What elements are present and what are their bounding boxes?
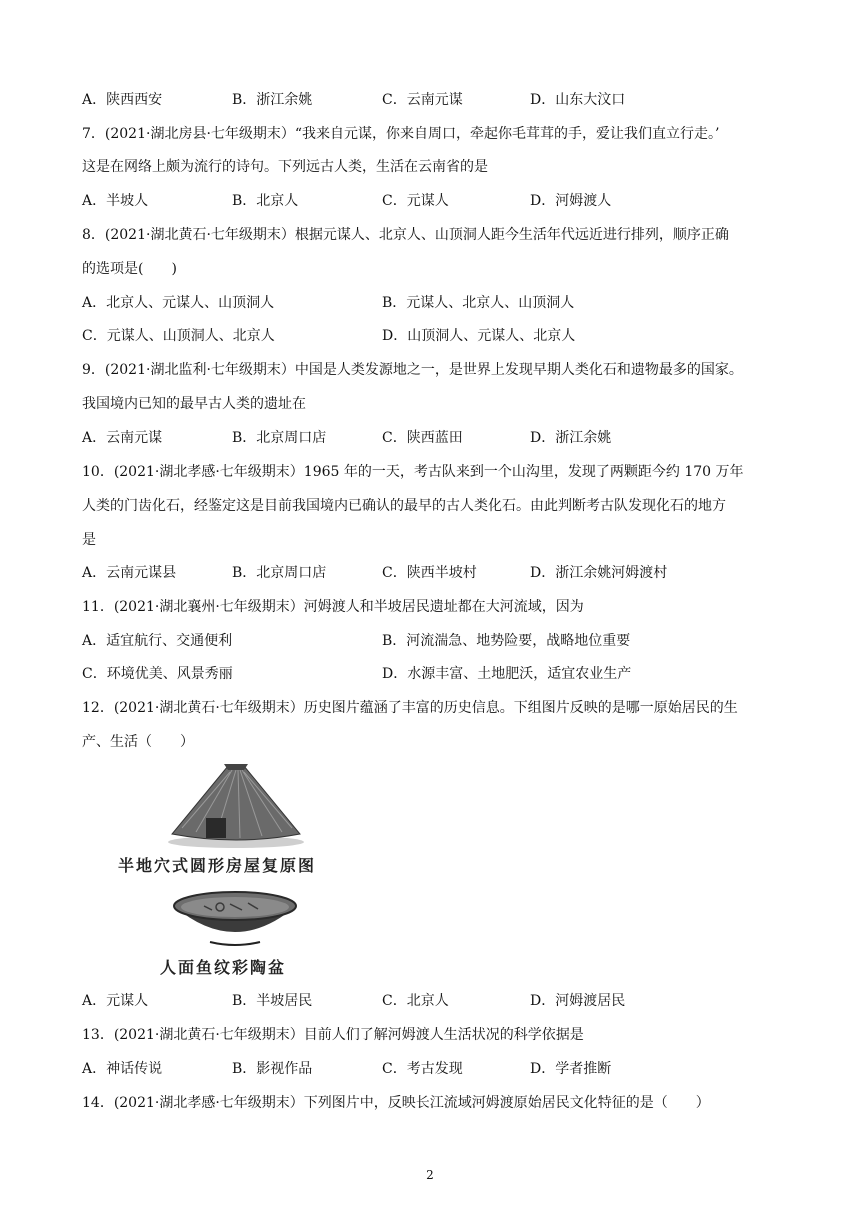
- q8-option-c: C．元谋人、山顶洞人、北京人: [82, 328, 275, 344]
- q13-stem-line1: 13．(2021·湖北黄石·七年级期末）目前人们了解河姆渡人生活状况的科学依据是: [82, 1027, 584, 1043]
- q8-option-b: B．元谋人、北京人、山顶洞人: [382, 295, 575, 311]
- q12-option-d: D．河姆渡居民: [530, 993, 626, 1009]
- q12-stem-line1: 12．(2021·湖北黄石·七年级期末）历史图片蕴涵了丰富的历史信息。下组图片反映的是哪一原始居民的生: [82, 700, 738, 716]
- q11-option-c: C．环境优美、风景秀丽: [82, 666, 233, 682]
- figure-caption-house: 半地穴式圆形房屋复原图: [118, 856, 317, 875]
- q13-option-a: A．神话传说: [82, 1061, 163, 1077]
- q6-option-d: D．山东大汶口: [530, 92, 626, 108]
- thatched-hut-image: [166, 762, 306, 852]
- figure-caption-basin: 人面鱼纹彩陶盆: [160, 958, 287, 977]
- q7-stem-line2: 这是在网络上颇为流行的诗句。下列远古人类，生活在云南省的是: [82, 159, 488, 175]
- q7-option-a: A．半坡人: [82, 193, 149, 209]
- q7-stem-line1: 7．(2021·湖北房县·七年级期末）“我来自元谋，你来自周口，牵起你毛茸茸的手，爱让我们直立行走。’: [82, 126, 720, 142]
- q13-option-c: C．考古发现: [382, 1061, 463, 1077]
- pottery-basin-image: [170, 888, 300, 954]
- q7-option-d: D．河姆渡人: [530, 193, 612, 209]
- q6-option-b: B．浙江余姚: [232, 92, 313, 108]
- q11-option-a: A．适宜航行、交通便利: [82, 633, 233, 649]
- q10-option-c: C．陕西半坡村: [382, 565, 477, 581]
- q8-option-a: A．北京人、元谋人、山顶洞人: [82, 295, 275, 311]
- q10-stem-line2: 人类的门齿化石，经鉴定这是目前我国境内已确认的最早的古人类化石。由此判断考古队发现化石的地方: [82, 498, 726, 514]
- q11-option-b: B．河流湍急、地势险要，战略地位重要: [382, 633, 631, 649]
- q12-option-c: C．北京人: [382, 993, 449, 1009]
- q6-option-c: C．云南元谋: [382, 92, 463, 108]
- q9-option-d: D．浙江余姚: [530, 430, 612, 446]
- q10-option-d: D．浙江余姚河姆渡村: [530, 565, 668, 581]
- q10-option-a: A．云南元谋县: [82, 565, 177, 581]
- q9-stem-line1: 9．(2021·湖北监利·七年级期末）中国是人类发源地之一，是世界上发现早期人类化石和遗物最多的国家。: [82, 362, 743, 378]
- q11-option-d: D．水源丰富、土地肥沃，适宜农业生产: [382, 666, 632, 682]
- q7-option-b: B．北京人: [232, 193, 299, 209]
- q8-option-d: D．山顶洞人、元谋人、北京人: [382, 328, 576, 344]
- q9-option-c: C．陕西蓝田: [382, 430, 463, 446]
- q10-stem-line3: 是: [82, 532, 96, 548]
- q14-stem-line1: 14．(2021·湖北孝感·七年级期末）下列图片中，反映长江流域河姆渡原始居民文化特征的是（ ）: [82, 1095, 710, 1111]
- q11-stem-line1: 11．(2021·湖北襄州·七年级期末）河姆渡人和半坡居民遗址都在大河流域，因为: [82, 599, 584, 615]
- q13-option-d: D．学者推断: [530, 1061, 612, 1077]
- q8-stem-line2: 的选项是( ): [82, 261, 177, 277]
- q8-stem-line1: 8．(2021·湖北黄石·七年级期末）根据元谋人、北京人、山顶洞人距今生活年代远近进行排列，顺序正确: [82, 227, 729, 243]
- q6-option-a: A．陕西西安: [82, 92, 163, 108]
- q7-option-c: C．元谋人: [382, 193, 449, 209]
- q9-option-a: A．云南元谋: [82, 430, 163, 446]
- q9-stem-line2: 我国境内已知的最早古人类的遗址在: [82, 396, 306, 412]
- q12-stem-line2: 产、生活（ ）: [82, 734, 194, 750]
- q13-option-b: B．影视作品: [232, 1061, 313, 1077]
- q12-option-b: B．半坡居民: [232, 993, 313, 1009]
- q10-stem-line1: 10．(2021·湖北孝感·七年级期末）1965 年的一天，考古队来到一个山沟里，发现了两颗距今约 170 万年: [82, 464, 744, 480]
- q9-option-b: B．北京周口店: [232, 430, 327, 446]
- q10-option-b: B．北京周口店: [232, 565, 327, 581]
- page-number: 2: [426, 1168, 434, 1182]
- q12-option-a: A．元谋人: [82, 993, 149, 1009]
